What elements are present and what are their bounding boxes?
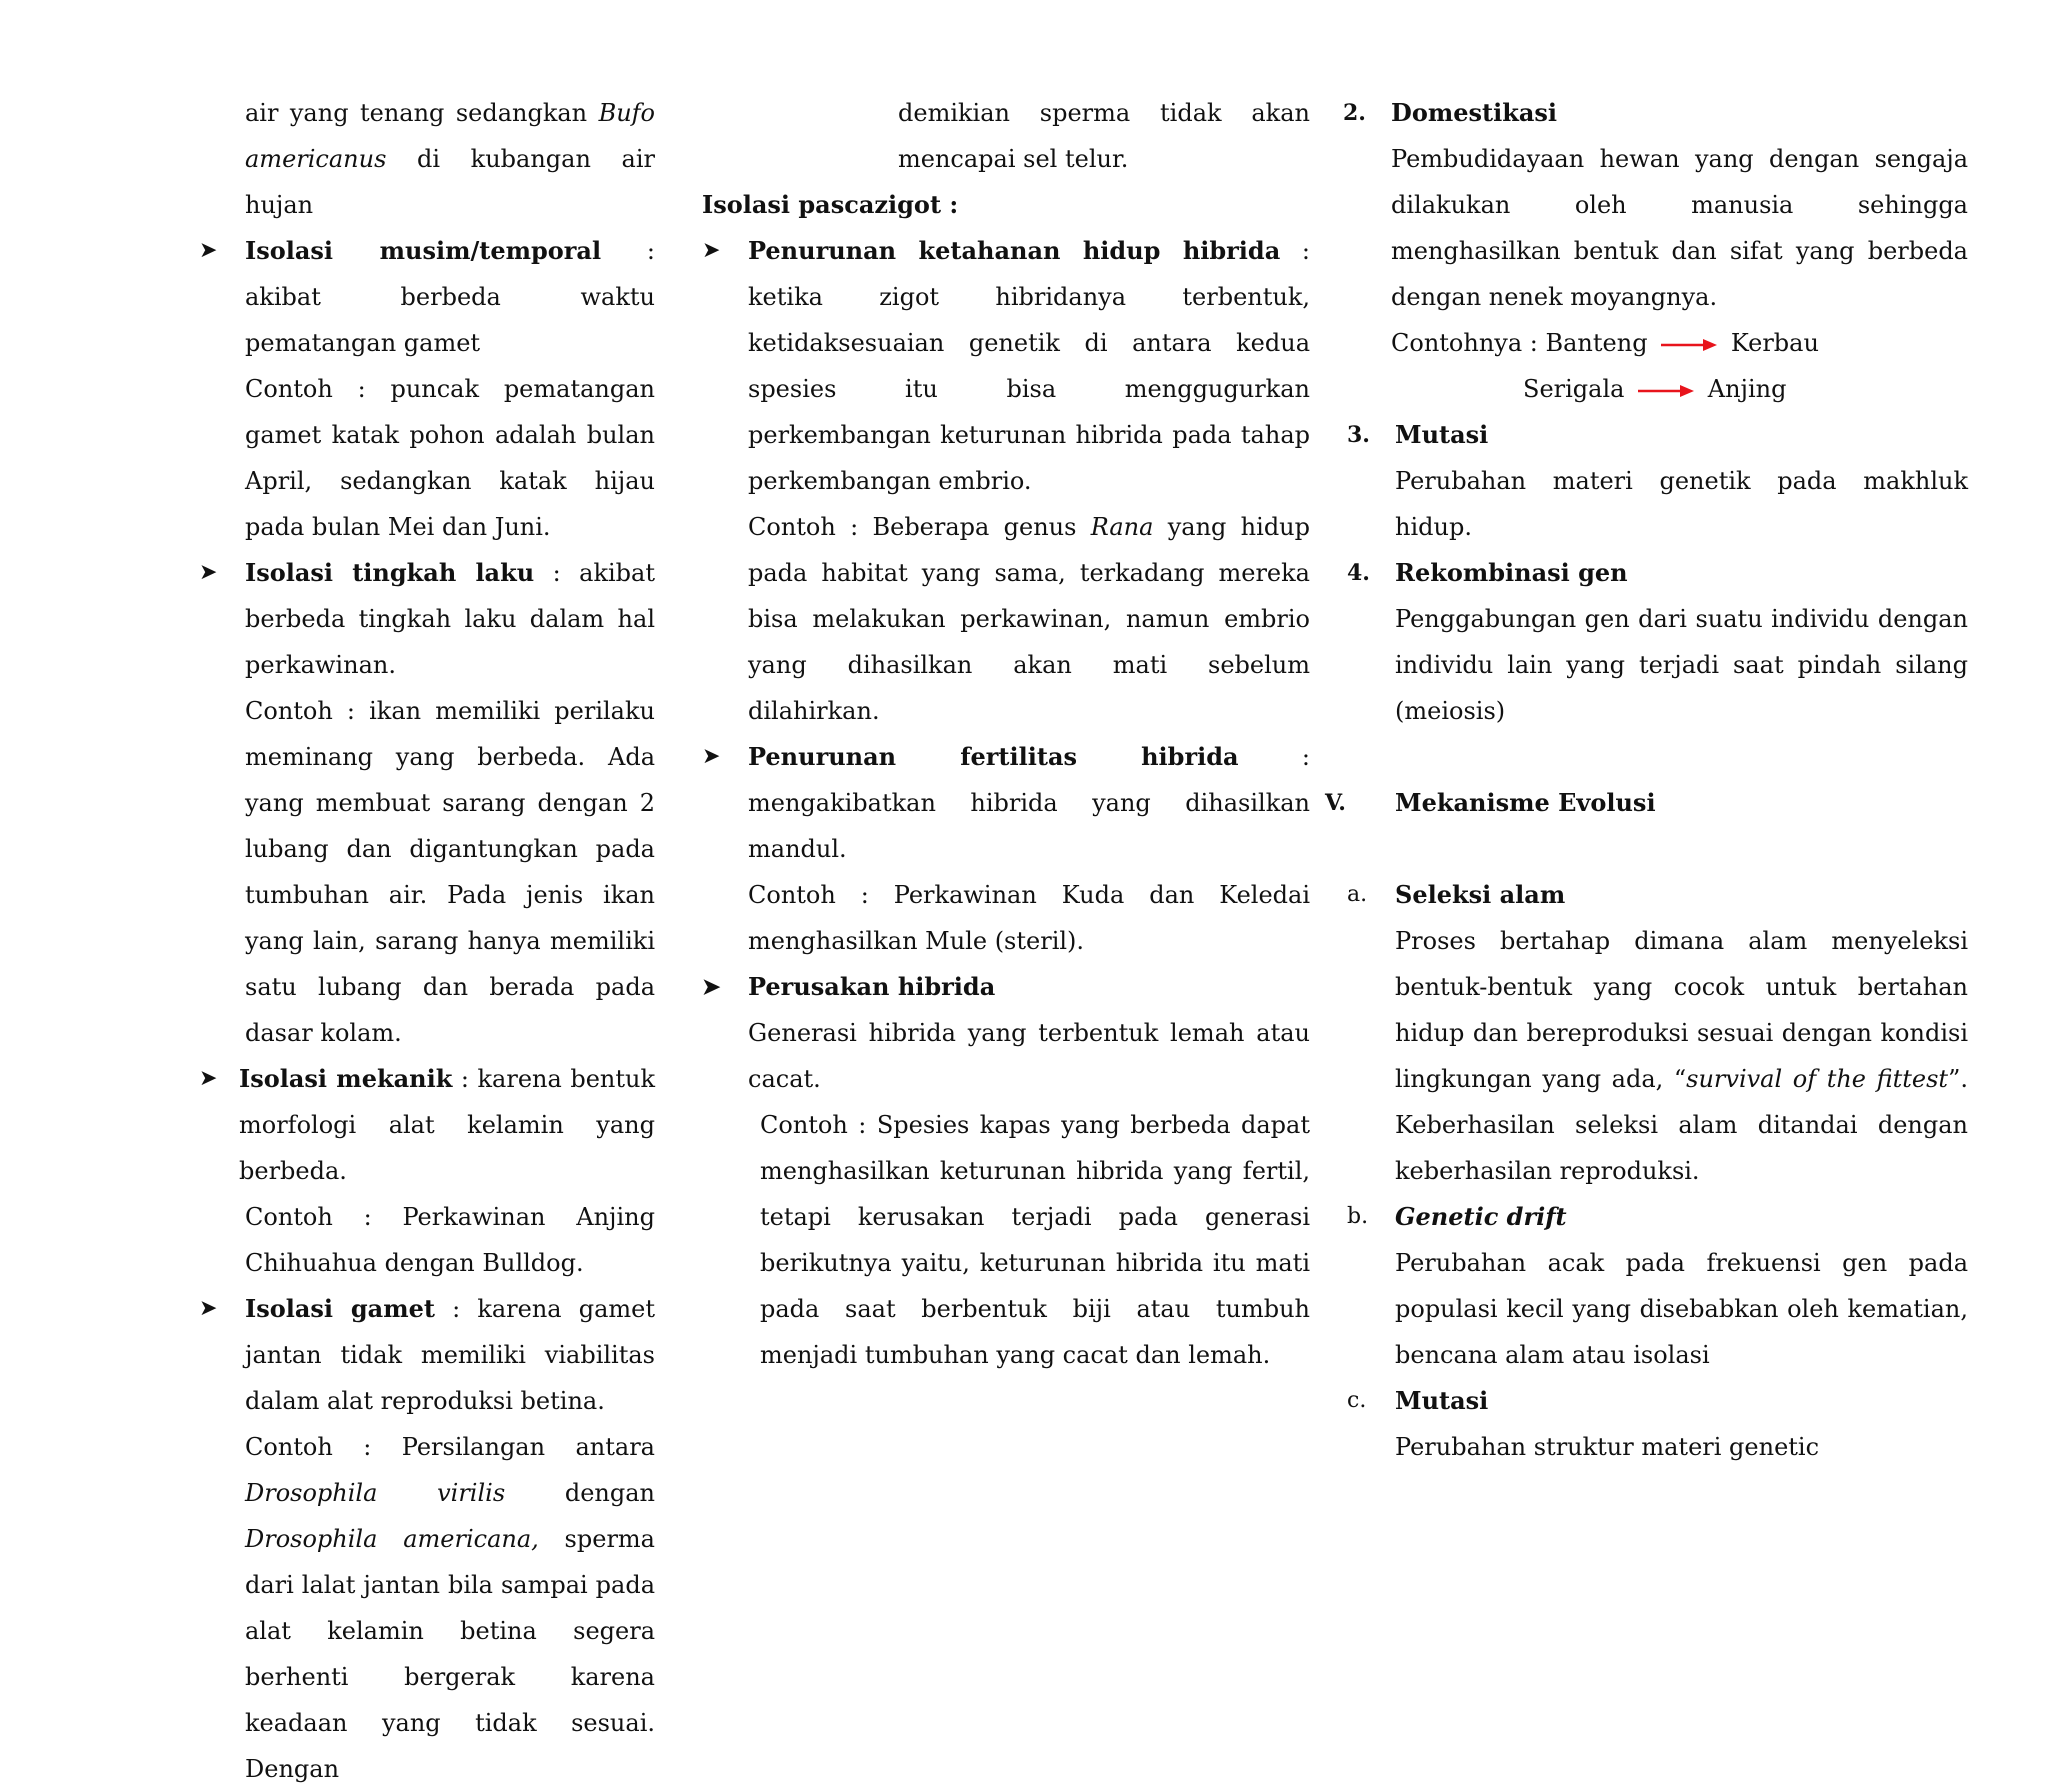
list-letter: c. — [1347, 1388, 1367, 1413]
example-row-serigala: Serigala Anjing — [1523, 375, 1787, 403]
list-item-mutasi-mekanisme: c. Mutasi — [1395, 1378, 1968, 1424]
list-number: 4. — [1347, 560, 1370, 586]
list-item-penurunan-fertilitas: ➤ Penurunan fertilitas hibrida : mengakibatkan hibrida yang dihasilkan mandul. — [748, 734, 1310, 872]
list-item-perusakan-hibrida: ➤ Perusakan hibrida — [748, 964, 1310, 1010]
list-item-isolasi-musim: ➤ Isolasi musim/temporal : akibat berbeda waktu pematangan gamet — [245, 228, 655, 366]
list-item-seleksi-alam: a. Seleksi alam — [1395, 872, 1968, 918]
arrowhead-bullet-icon: ➤ — [199, 1066, 218, 1091]
column-left — [199, 90, 656, 1792]
list-letter: b. — [1347, 1204, 1369, 1229]
right-arrow-icon — [1661, 338, 1717, 352]
desc-rekombinasi: Penggabungan gen dari suatu individu dengan individu lain yang terjadi saat pindah silang (meiosis) — [1395, 605, 1968, 725]
roman-numeral: V. — [1325, 790, 1346, 816]
list-item-isolasi-mekanik: ➤ Isolasi mekanik : karena bentuk morfologi alat kelamin yang berbeda. — [239, 1056, 655, 1194]
right-arrow-icon — [1638, 384, 1694, 398]
arrowhead-bullet-icon: ➤ — [702, 238, 721, 263]
example-row-banteng: Contohnya : Banteng Kerbau — [1391, 329, 1819, 357]
list-letter: a. — [1347, 882, 1368, 907]
list-item-mutasi: 3. Mutasi — [1395, 412, 1968, 458]
list-item-domestikasi: 2. Domestikasi — [1391, 90, 1968, 136]
arrowhead-bullet-icon: ➤ — [702, 744, 721, 769]
arrowhead-bullet-icon: ➤ — [702, 974, 721, 1000]
desc-mutasi-mekanisme: Perubahan struktur materi genetic — [1395, 1433, 1820, 1461]
column-right — [1325, 90, 1968, 1470]
list-number: 2. — [1343, 100, 1366, 126]
list-number: 3. — [1347, 422, 1370, 448]
arrowhead-bullet-icon: ➤ — [199, 238, 218, 263]
example-musim: Contoh : puncak pematangan gamet katak pohon adalah bulan April, sedangkan katak hijau pada bulan Mei dan Juni. — [245, 375, 655, 541]
list-item-isolasi-gamet: ➤ Isolasi gamet : karena gamet jantan tidak memiliki viabilitas dalam alat reproduksi betina. — [245, 1286, 655, 1424]
example-tingkah-laku: Contoh : ikan memiliki perilaku meminang yang berbeda. Ada yang membuat sarang dengan 2 lubang dan digantungkan pada tumbuhan air. Pada jenis ikan yang lain, sarang hanya memiliki satu lubang dan berada pada dasar kolam. — [245, 697, 655, 1047]
column-middle — [702, 90, 1311, 1378]
arrowhead-bullet-icon: ➤ — [199, 560, 218, 585]
example-perusakan: Contoh : Spesies kapas yang berbeda dapat menghasilkan keturunan hibrida yang fertil, tetapi kerusakan terjadi pada generasi berikutnya yaitu, keturunan hibrida itu mati pada saat berbentuk biji atau tumbuh menjadi tumbuhan yang cacat dan lemah. — [760, 1111, 1310, 1369]
list-item-isolasi-tingkah-laku: ➤ Isolasi tingkah laku : akibat berbeda tingkah laku dalam hal perkawinan. — [245, 550, 655, 688]
example-mekanik: Contoh : Perkawinan Anjing Chihuahua dengan Bulldog. — [245, 1203, 655, 1277]
example-gamet: Contoh : Persilangan antara Drosophila virilis dengan Drosophila americana, sperma dari lalat jantan bila sampai pada alat kelamin betina segera berhenti bergerak karena keadaan yang tidak sesuai. Dengan — [245, 1433, 655, 1783]
list-item-rekombinasi: 4. Rekombinasi gen — [1395, 550, 1968, 596]
example-ketahanan: Contoh : Beberapa genus Rana yang hidup pada habitat yang sama, terkadang mereka bisa melakukan perkawinan, namun embrio yang dihasilkan akan mati sebelum dilahirkan. — [748, 513, 1311, 725]
continued-text: demikian sperma tidak akan mencapai sel telur. — [898, 99, 1310, 173]
list-item-penurunan-ketahanan: ➤ Penurunan ketahanan hidup hibrida : ketika zigot hibridanya terbentuk, ketidaksesuaian genetik di antara kedua spesies itu bisa menggugurkan perkembangan keturunan hibrida pada tahap perkembangan embrio. — [748, 228, 1310, 504]
desc-perusakan: Generasi hibrida yang terbentuk lemah atau cacat. — [748, 1019, 1310, 1093]
continued-text-end: americanus di kubangan air hujan — [245, 145, 655, 219]
continued-text: air yang tenang sedangkan Bufo — [245, 99, 655, 127]
desc-mutasi: Perubahan materi genetik pada makhluk hidup. — [1395, 467, 1968, 541]
list-item-genetic-drift: b. Genetic drift — [1395, 1194, 1968, 1240]
desc-domestikasi: Pembudidayaan hewan yang dengan sengaja dilakukan oleh manusia sehingga menghasilkan bentuk dan sifat yang berbeda dengan nenek moyangnya. — [1391, 145, 1968, 311]
example-fertilitas: Contoh : Perkawinan Kuda dan Keledai menghasilkan Mule (steril). — [748, 881, 1310, 955]
desc-seleksi-alam: Proses bertahap dimana alam menyeleksi bentuk-bentuk yang cocok untuk bertahan hidup dan bereproduksi sesuai dengan kondisi lingkungan yang ada, “survival of the fittest”. Keberhasilan seleksi alam ditandai dengan keberhasilan reproduksi. — [1395, 927, 1968, 1185]
heading-isolasi-pascazigot: Isolasi pascazigot : — [702, 190, 959, 219]
desc-genetic-drift: Perubahan acak pada frekuensi gen pada populasi kecil yang disebabkan oleh kematian, bencana alam atau isolasi — [1395, 1249, 1968, 1369]
section-heading-mekanisme: V. Mekanisme Evolusi — [1395, 780, 1968, 826]
arrowhead-bullet-icon: ➤ — [199, 1296, 218, 1321]
